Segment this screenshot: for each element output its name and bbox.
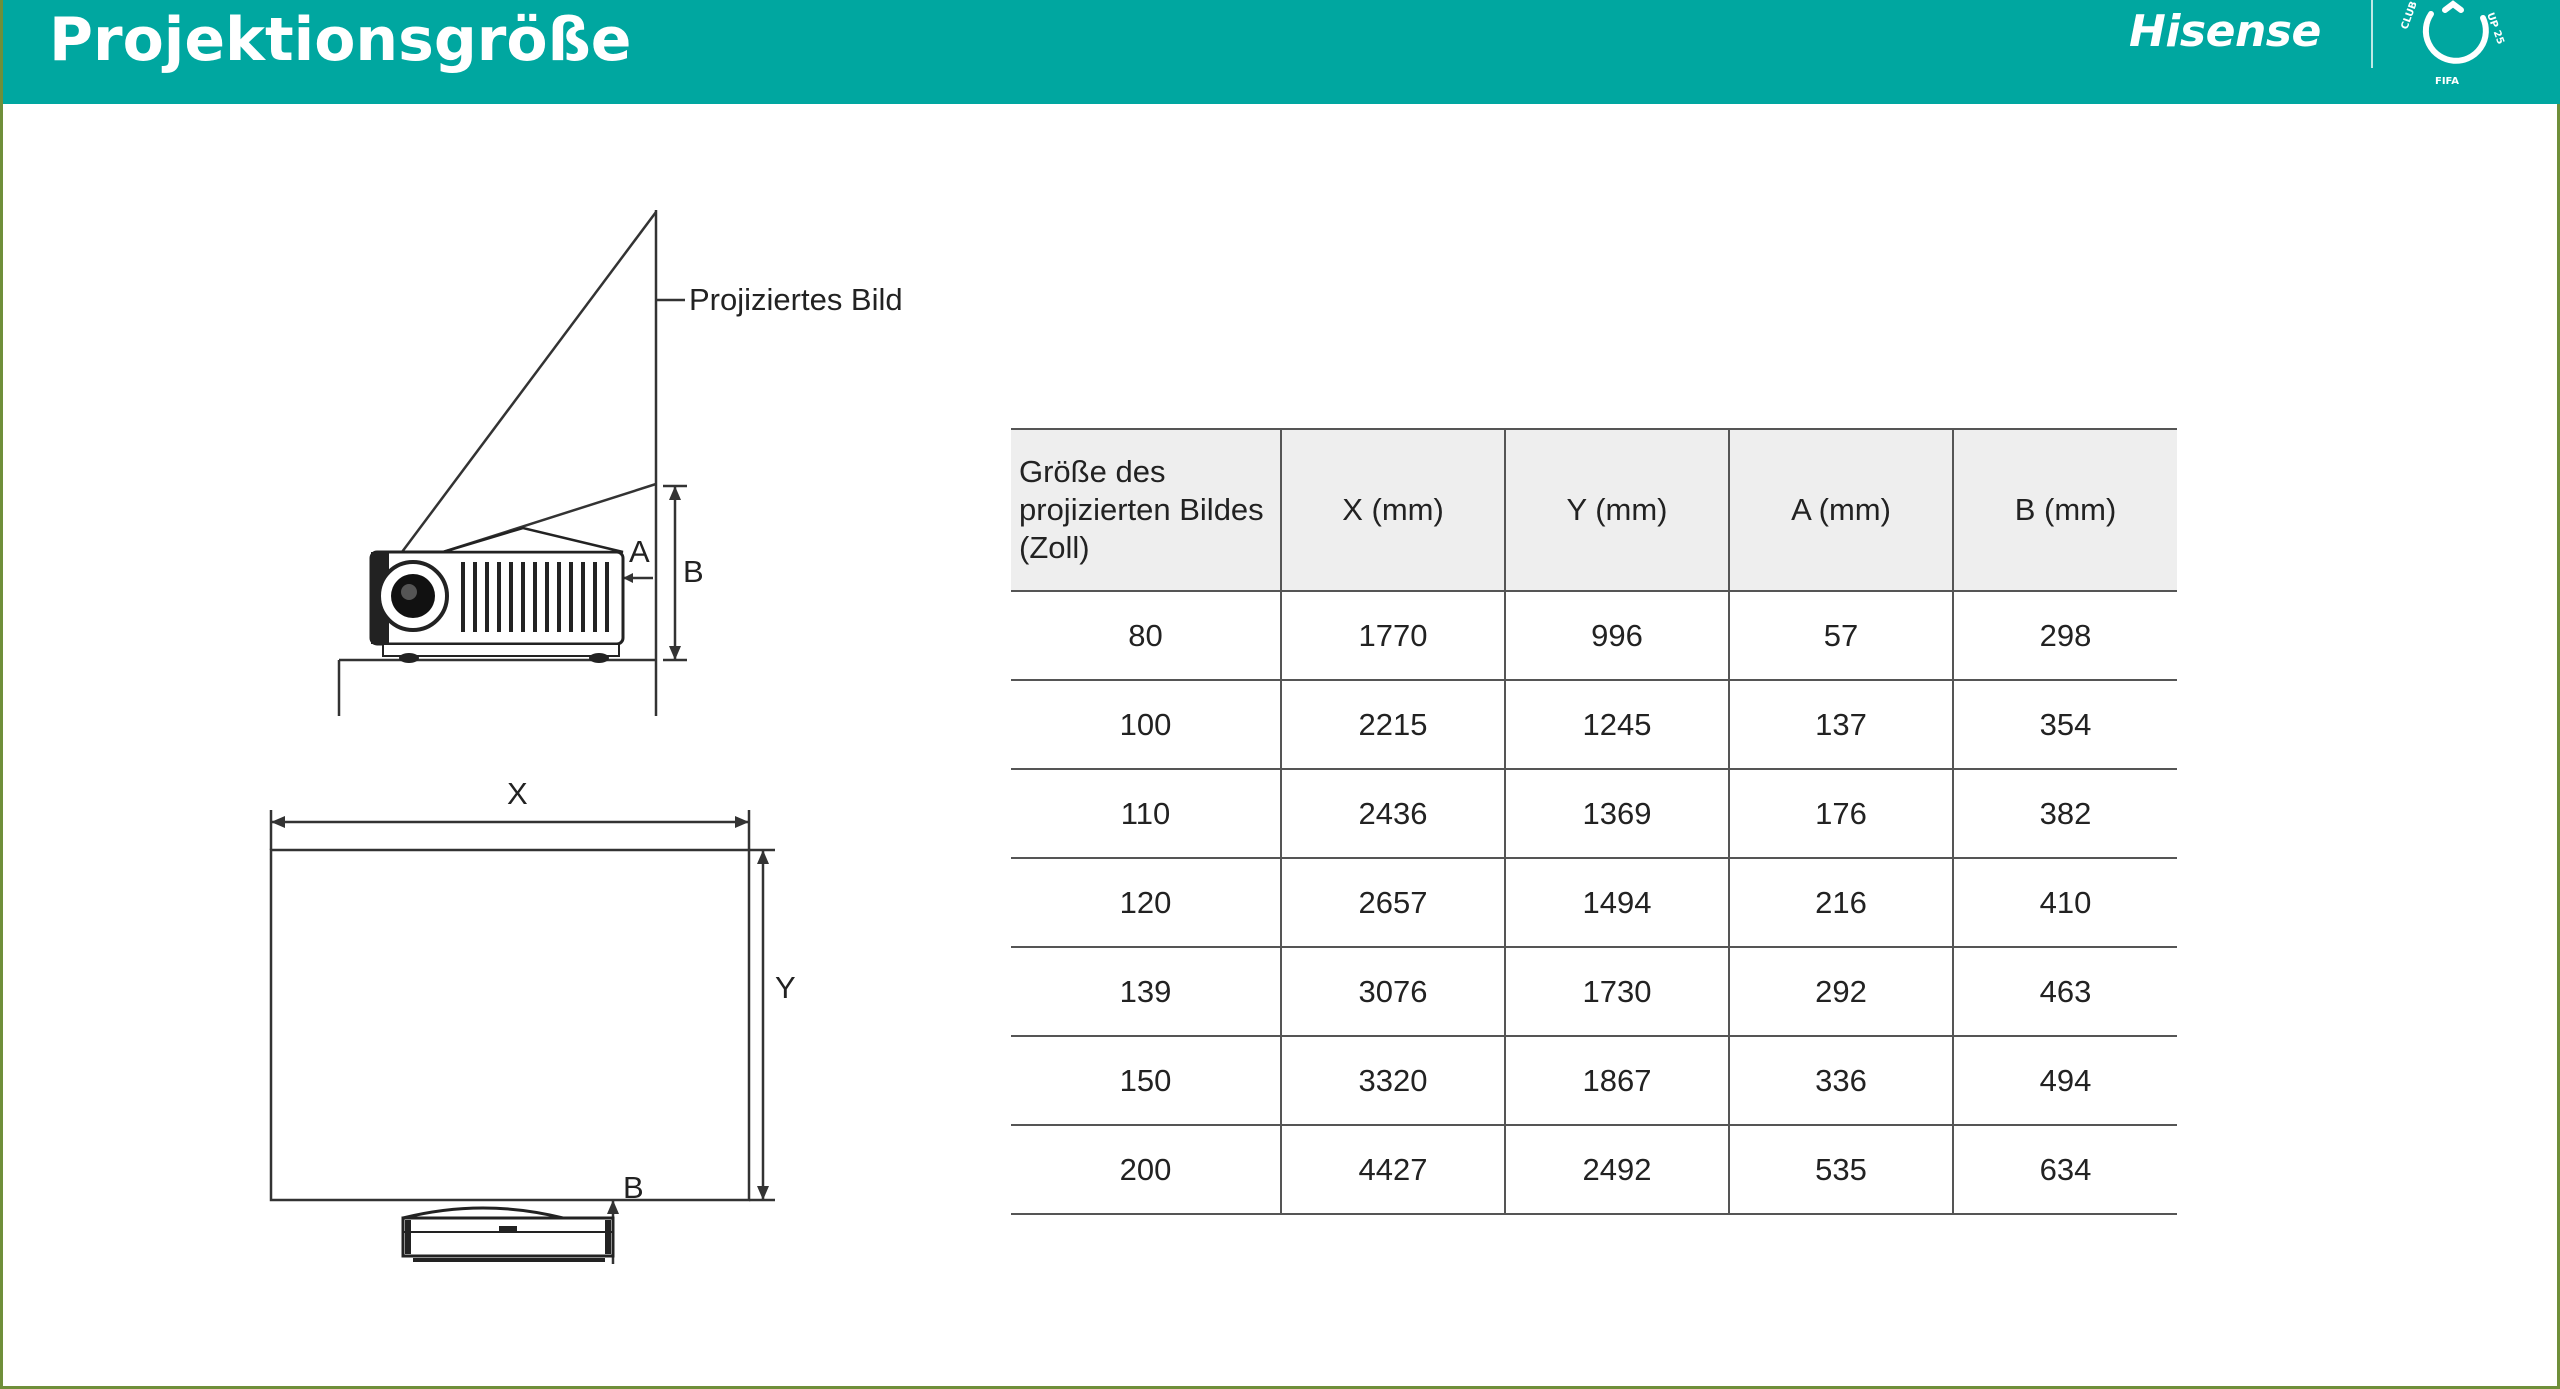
cell-x: 4427 (1281, 1125, 1505, 1214)
column-header-size: Größe des projizierten Bildes (Zoll) (1011, 429, 1281, 591)
projection-size-table (1011, 428, 2177, 1215)
header-bar (3, 0, 2560, 104)
cell-a: 535 (1729, 1125, 1953, 1214)
cell-b: 463 (1953, 947, 2177, 1036)
cell-size: 110 (1120, 795, 1171, 831)
projected-image-label: Projiziertes Bild (689, 282, 903, 317)
brand-divider (2371, 0, 2373, 68)
cell-x: 3320 (1281, 1036, 1505, 1125)
table-row (1011, 858, 2177, 947)
cell-y: 1494 (1505, 858, 1729, 947)
dimension-x-label: X (507, 776, 528, 811)
cell-y: 2492 (1505, 1125, 1729, 1214)
front-view-drawing (253, 770, 813, 1270)
cell-b: 298 (1953, 591, 2177, 680)
logo-text-club: CLUB (2399, 0, 2420, 32)
cell-size: 200 (1119, 1151, 1172, 1187)
cell-size: 100 (1119, 706, 1172, 742)
column-header-a: A (mm) (1729, 429, 1953, 591)
table-header-row (1011, 429, 2177, 591)
cell-x: 1770 (1281, 591, 1505, 680)
logo-text-up25: UP 25 (2484, 11, 2506, 46)
dimension-b-front-label: B (623, 1170, 644, 1205)
cell-y: 1369 (1505, 769, 1729, 858)
dimension-y-label: Y (775, 970, 796, 1005)
cell-b: 382 (1953, 769, 2177, 858)
cell-y: 1867 (1505, 1036, 1729, 1125)
projector-front-icon (403, 1208, 613, 1260)
cell-x: 3076 (1281, 947, 1505, 1036)
brand-logo: Hisense (2129, 6, 2321, 57)
cell-b: 354 (1953, 680, 2177, 769)
dimension-a-label: A (629, 534, 650, 569)
dimension-b-side-label: B (683, 554, 704, 589)
cell-b: 494 (1953, 1036, 2177, 1125)
cell-b: 634 (1953, 1125, 2177, 1214)
table-row (1011, 947, 2177, 1036)
cell-x: 2215 (1281, 680, 1505, 769)
side-view-diagram (323, 200, 963, 730)
table-row (1011, 1125, 2177, 1214)
cell-x: 2657 (1281, 858, 1505, 947)
cell-a: 176 (1729, 769, 1953, 858)
cell-size: 80 (1128, 617, 1163, 653)
front-view-diagram (253, 770, 813, 1270)
table-row (1011, 591, 2177, 680)
table-row (1011, 1036, 2177, 1125)
table-row (1011, 680, 2177, 769)
cell-a: 292 (1729, 947, 1953, 1036)
cell-size: 150 (1119, 1062, 1172, 1098)
club-cup-logo (2383, 0, 2511, 88)
cell-size: 139 (1119, 973, 1172, 1009)
projector-side-icon (371, 528, 623, 663)
cell-a: 336 (1729, 1036, 1953, 1125)
column-header-b: B (mm) (1953, 429, 2177, 591)
cell-size: 120 (1119, 884, 1172, 920)
cell-y: 1245 (1505, 680, 1729, 769)
column-header-y: Y (mm) (1505, 429, 1729, 591)
cell-y: 1730 (1505, 947, 1729, 1036)
cell-y: 996 (1505, 591, 1729, 680)
logo-text-fifa: FIFA (2435, 76, 2459, 87)
cell-a: 137 (1729, 680, 1953, 769)
cell-a: 57 (1729, 591, 1953, 680)
cell-b: 410 (1953, 858, 2177, 947)
column-header-x: X (mm) (1281, 429, 1505, 591)
cell-a: 216 (1729, 858, 1953, 947)
side-view-drawing (323, 200, 963, 730)
table-row (1011, 769, 2177, 858)
cell-x: 2436 (1281, 769, 1505, 858)
page-title: Projektionsgröße (49, 5, 632, 75)
